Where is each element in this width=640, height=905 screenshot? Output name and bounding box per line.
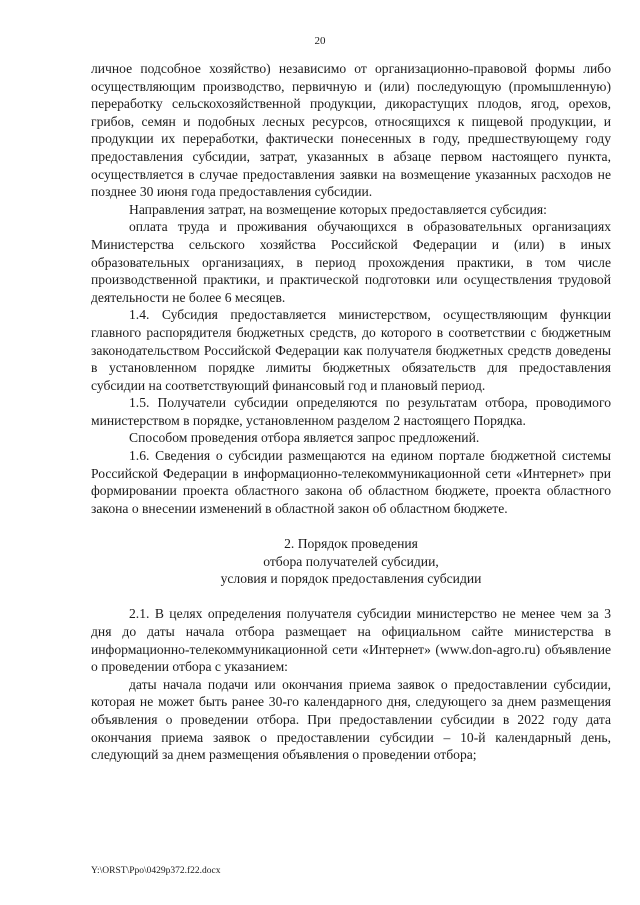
section-heading (91, 535, 611, 588)
section-heading-line: условия и порядок предоставления субсидии (220, 571, 482, 587)
paragraph: оплата труда и проживания обучающихся в образовательных организациях Министерства сельского хозяйства Российской Федерации и (или) в иных образовательных организациях, в период прохождения практики, в том числе производственной практики, и практической подготовки или осуществления трудовой деятельности не более 6 месяцев. (91, 219, 611, 305)
paragraph: личное подсобное хозяйство) независимо от организационно-правовой формы либо осуществляющим производство, первичную и (или) последующую (промышленную) переработку сельскохозяйственной продукции, дикорастущих плодов, ягод, орехов, грибов, семян и подобных лесных ресурсов, относящихся к пищевой продукции, и продукции их переработки, фактически понесенных в году, предшествующему году предоставления субсидии, затрат, указанных в абзаце первом настоящего пункта, осуществляется в случае предоставления заявки на возмещение указанных расходов не позднее 30 июня года предоставления субсидии. (91, 61, 611, 200)
paragraph: Способом проведения отбора является запрос предложений. (129, 430, 480, 446)
paragraph: Направления затрат, на возмещение которых предоставляется субсидия: (129, 201, 547, 217)
file-path-footer: Y:\ORST\Ppo\0429p372.f22.docx (91, 866, 221, 876)
page-number: 20 (314, 35, 326, 47)
paragraph: 1.4. Субсидия предоставляется министерством, осуществляющим функции главного распорядителя бюджетных средств, до которого в соответствии с бюджетным законодательством Российской Федерации как получателя бюджетных средств доведены в установленном порядке лимиты бюджетных обязательств для предоставления субсидии на соответствующий финансовый год и плановый период. (91, 307, 611, 393)
document-body (91, 60, 611, 764)
paragraph: 2.1. В целях определения получателя субсидии министерство не менее чем за 3 дня до даты начала отбора размещает на официальном сайте министерства в информационно-телекоммуникационной сети «Интернет» (www.don-agro.ru) объявление о проведении отбора с указанием: (91, 606, 611, 675)
blank-line (91, 517, 611, 535)
blank-line (91, 588, 611, 606)
paragraph: 1.5. Получатели субсидии определяются по результатам отбора, проводимого министерством в порядке, установленном разделом 2 настоящего Порядка. (91, 395, 611, 428)
section-heading-line: 2. Порядок проведения (284, 536, 418, 552)
paragraph: даты начала подачи или окончания приема заявок о предоставлении субсидии, которая не может быть ранее 30-го календарного дня, следующего за днем размещения объявления о проведении отбора. При предоставлении субсидии в 2022 году дата окончания приема заявок о предоставлении субсидии – 10-й календарный день, следующий за днем размещения объявления о проведении отбора; (91, 676, 611, 763)
paragraph: 1.6. Сведения о субсидии размещаются на едином портале бюджетной системы Российской Федерации в информационно-телекоммуникационной сети «Интернет» при формировании проекта областного закона об областном бюджете, проекта областного закона о внесении изменений в областной закон об областном бюджете. (91, 448, 611, 516)
section-heading-line: отбора получателей субсидии, (263, 553, 439, 569)
